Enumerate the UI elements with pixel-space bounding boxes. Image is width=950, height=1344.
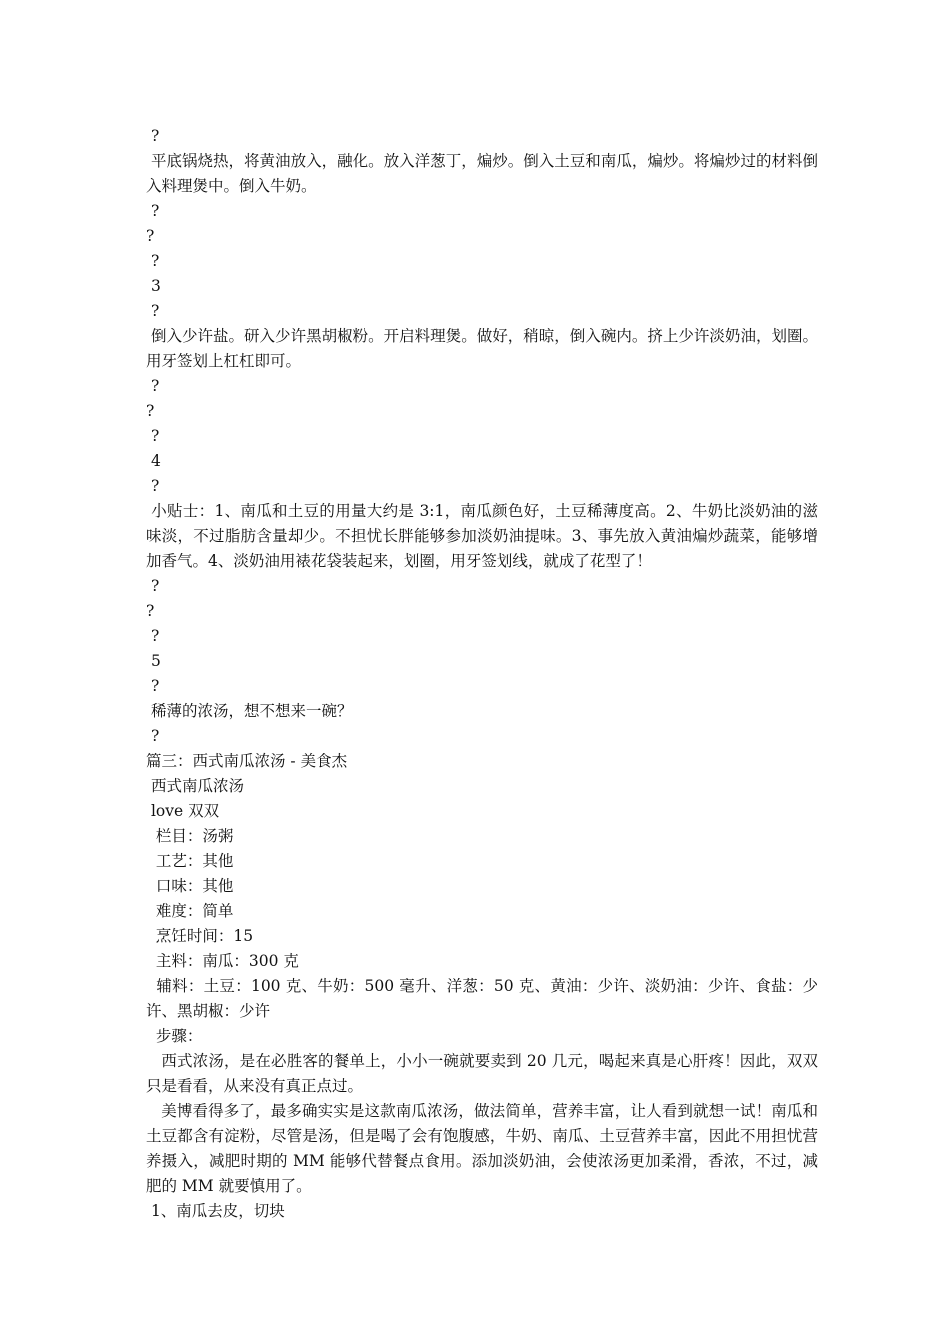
intro-paragraph-1: 西式浓汤，是在必胜客的餐单上，小小一碗就要卖到 20 几元，喝起来真是心肝疼！因此，双双只是看看，从来没有真正点过。 — [146, 1052, 818, 1095]
text-line: ? — [146, 127, 160, 145]
text-line: ? — [146, 252, 160, 270]
section-heading: 篇三：西式南瓜浓汤 - 美食杰 — [146, 752, 348, 770]
step-1: 1、南瓜去皮，切块 — [146, 1202, 285, 1220]
meta-difficulty: 难度：简单 — [146, 902, 234, 920]
text-line: ? — [146, 377, 160, 395]
tips-paragraph: 小贴士：1、南瓜和土豆的用量大约是 3:1，南瓜颜色好，土豆稀薄度高。2、牛奶比淡奶油的滋味淡，不过脂肪含量却少。不担忧长胖能够参加淡奶油提味。3、事先放入黄油煸炒蔬菜，能够增加香气。4、淡奶油用裱花袋装起来，划圈，用牙签划线，就成了花型了！ — [146, 502, 818, 570]
text-line: ? — [146, 727, 160, 745]
meta-flavor: 口味：其他 — [146, 877, 234, 895]
text-line: ? — [146, 202, 160, 220]
author: love 双双 — [146, 802, 220, 820]
text-line: ? — [146, 677, 160, 695]
steps-label: 步骤： — [146, 1027, 203, 1045]
step-number: 4 — [146, 452, 161, 470]
step-number: 5 — [146, 652, 161, 670]
text-line: ? — [146, 302, 160, 320]
meta-cook-time: 烹饪时间：15 — [146, 927, 254, 945]
text-line: 稀薄的浓汤，想不想来一碗？ — [146, 702, 353, 720]
text-line: ? — [146, 227, 155, 245]
intro-paragraph-2: 美博看得多了，最多确实实是这款南瓜浓汤，做法简单，营养丰富，让人看到就想一试！南瓜和土豆都含有淀粉，尽管是汤，但是喝了会有饱腹感，牛奶、南瓜、土豆营养丰富，因此不用担忧营养摄入，减肥时期的 MM 能够代替餐点食用。添加淡奶油，会使浓汤更加柔滑，香浓，不过，减肥的 MM 就要慎用了。 — [146, 1102, 819, 1195]
text-line: ? — [146, 602, 155, 620]
auxiliary-ingredients: 辅料：土豆：100 克、牛奶：500 毫升、洋葱：50 克、黄油：少许、淡奶油：少许、食盐：少许、黑胡椒：少许 — [146, 977, 818, 1020]
meta-category: 栏目：汤粥 — [146, 827, 234, 845]
main-ingredient: 主料：南瓜：300 克 — [146, 952, 299, 970]
document-body — [146, 124, 818, 1224]
text-line: ? — [146, 477, 160, 495]
meta-technique: 工艺：其他 — [146, 852, 234, 870]
text-line: ? — [146, 427, 160, 445]
text-line: ? — [146, 627, 160, 645]
text-line: ? — [146, 402, 155, 420]
step-3-paragraph: 倒入少许盐。研入少许黑胡椒粉。开启料理煲。做好，稍晾，倒入碗内。挤上少许淡奶油，划圈。用牙签划上杠杠即可。 — [146, 327, 818, 370]
recipe-title: 西式南瓜浓汤 — [146, 777, 244, 795]
step-number: 3 — [146, 277, 161, 295]
text-line: ? — [146, 577, 160, 595]
step-2-paragraph: 平底锅烧热，将黄油放入，融化。放入洋葱丁，煸炒。倒入土豆和南瓜，煸炒。将煸炒过的材料倒入料理煲中。倒入牛奶。 — [146, 152, 818, 195]
